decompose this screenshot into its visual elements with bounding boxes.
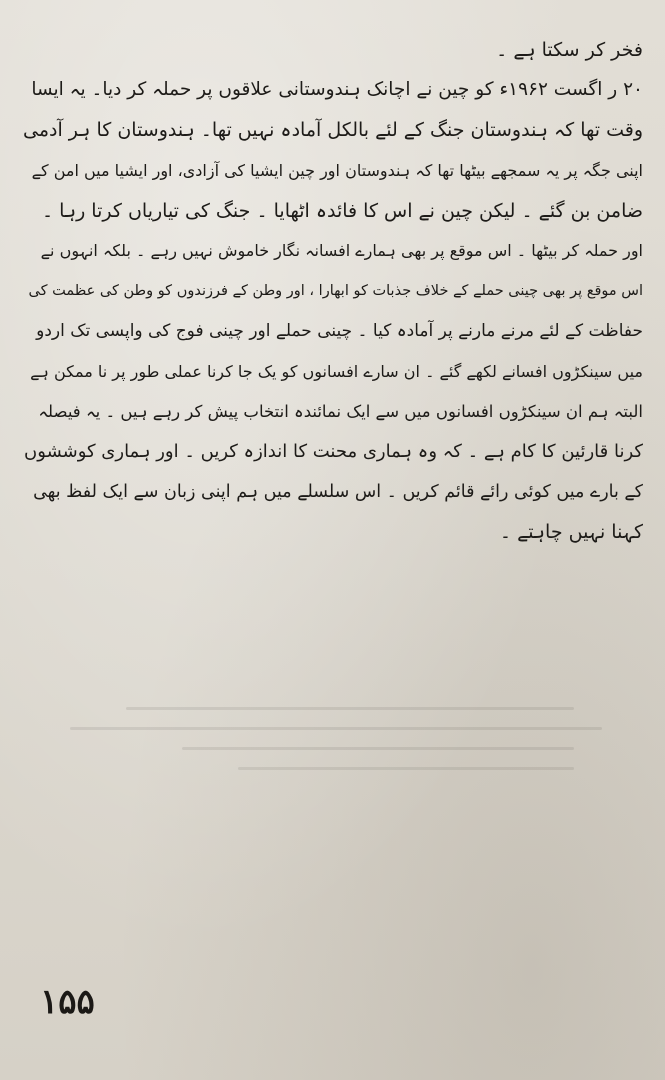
- text-line: اور حملہ کر بیٹھا ۔ اس موقع پر بھی ہمارے افسانہ نگار خاموش نہیں رہے ۔ بلکہ انہوں نے: [40, 240, 643, 260]
- text-line: اپنی جگہ پر یہ سمجھے بیٹھا تھا کہ ہندوستان اور چین ایشیا کی آزادی، اور ایشیا میں امن کے: [31, 160, 643, 180]
- text-line: حفاظت کے لئے مرنے مارنے پر آمادہ کیا ۔ چینی حملے اور چینی فوج کی واپسی تک اردو: [36, 321, 643, 342]
- text-line: البتہ ہم ان سینکڑوں افسانوں میں سے ایک نمائندہ انتخاب پیش کر رہے ہیں ۔ یہ فیصلہ: [38, 401, 643, 421]
- text-line: فخر کر سکتا ہے ۔: [496, 39, 643, 61]
- text-line: اس موقع پر بھی چینی حملے کے خلاف جذبات کو ابھارا ، اور وطن کے فرزندوں کو وطن کی عظمت کی: [28, 283, 643, 300]
- text-line: کے بارے میں کوئی رائے قائم کریں ۔ اس سلسلے میں ہم اپنی زبان سے ایک لفظ بھی: [33, 482, 643, 503]
- text-line: ضامن بن گئے ۔ لیکن چین نے اس کا فائدہ اٹھایا ۔ جنگ کی تیاریاں کرتا رہا ۔: [42, 199, 643, 222]
- page-text: [23, 30, 643, 552]
- text-line: کرنا قارئین کا کام ہے ۔ کہ وہ ہماری محنت کا اندازہ کریں ۔ اور ہماری کوششوں: [24, 440, 643, 462]
- page-number: ۱۵۵: [40, 982, 95, 1022]
- text-line: ۲۰ ر اگست ۱۹۶۲ء کو چین نے اچانک ہندوستانی علاقوں پر حملہ کر دیا۔ یہ ایسا: [31, 79, 643, 101]
- reverse-side-bleed-through: [70, 690, 630, 800]
- text-line: کہنا نہیں چاہتے ۔: [499, 521, 643, 544]
- text-line: وقت تھا کہ ہندوستان جنگ کے لئے بالکل آمادہ نہیں تھا۔ ہندوستان کا ہر آدمی: [23, 119, 643, 142]
- text-line: میں سینکڑوں افسانے لکھے گئے ۔ ان سارے افسانوں کو یک جا کرنا عملی طور پر نا ممکن ہے: [30, 361, 643, 381]
